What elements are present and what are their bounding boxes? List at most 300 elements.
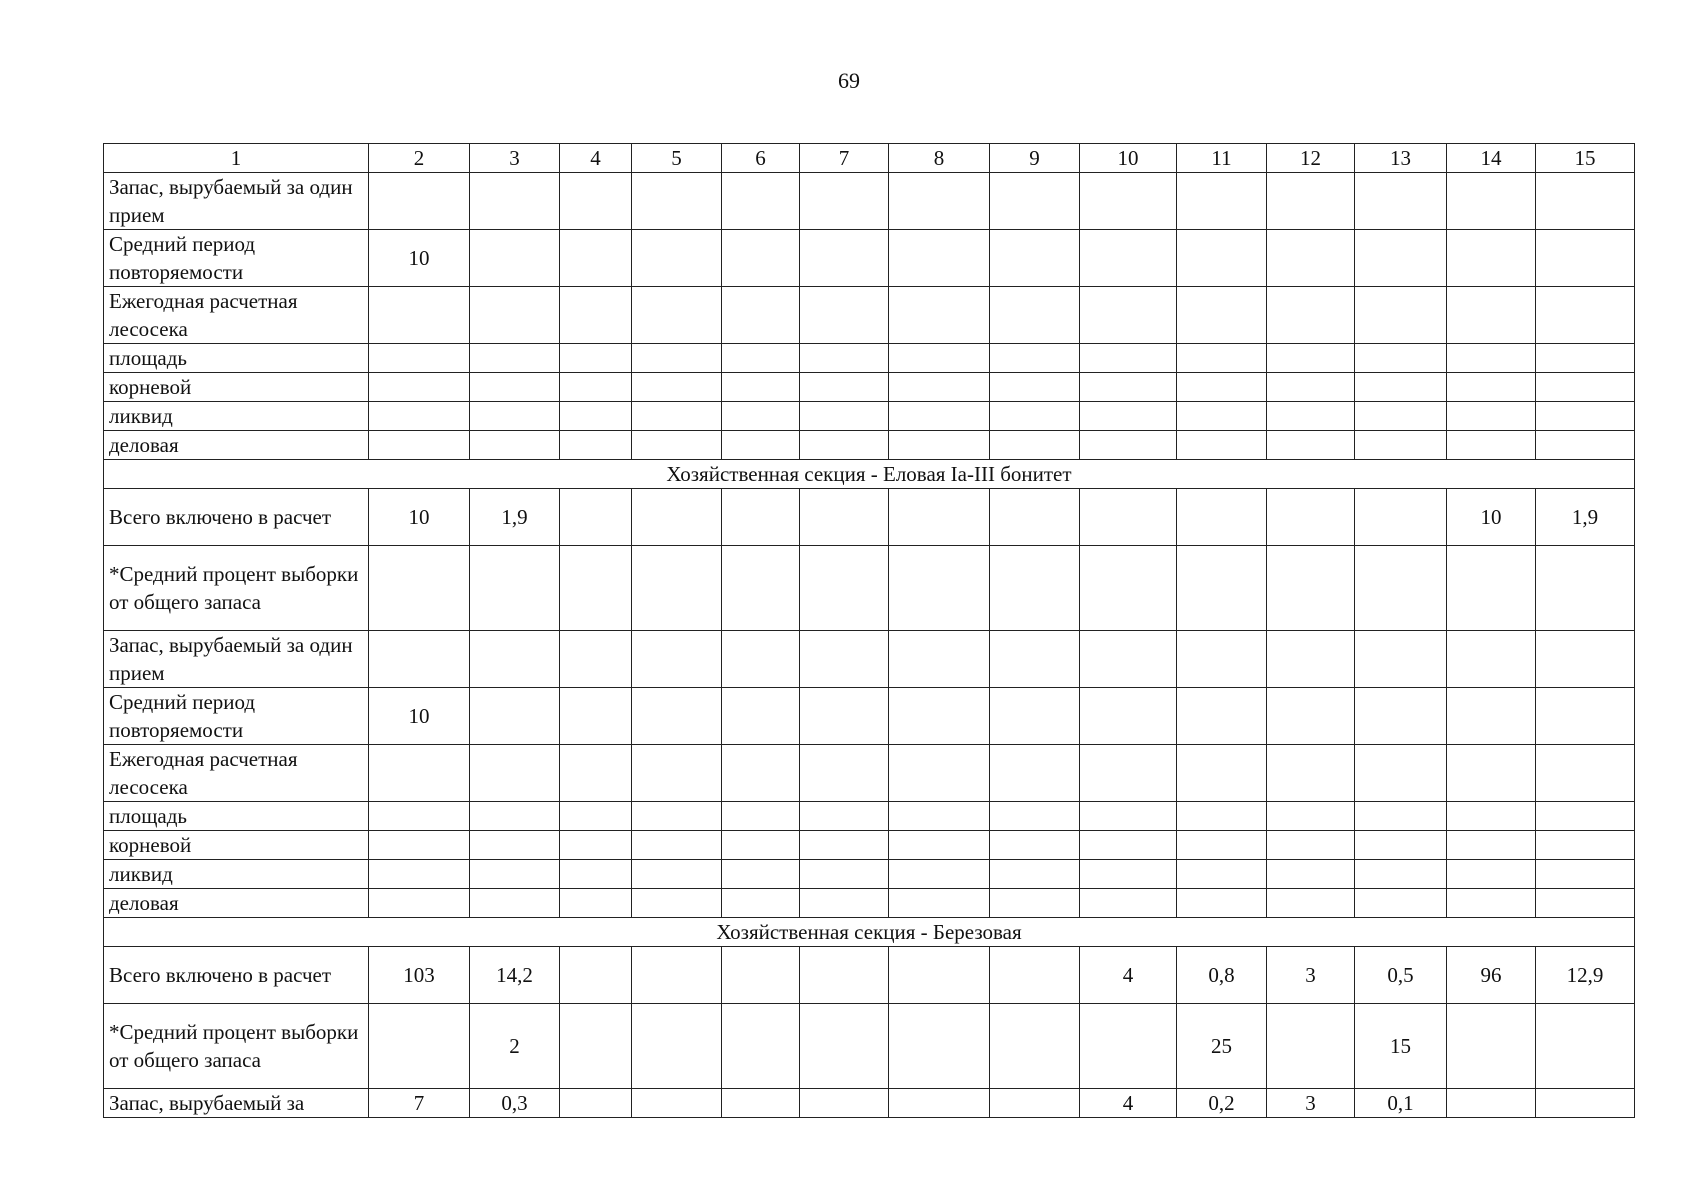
table-cell: [1447, 802, 1536, 831]
table-cell: [1267, 373, 1355, 402]
table-cell: [1536, 860, 1635, 889]
table-row: [104, 631, 1635, 688]
row-label: Средний период повторяемости: [104, 230, 369, 287]
table-cell: 4: [1080, 1089, 1177, 1118]
table-row: [104, 373, 1635, 402]
table-cell: [560, 831, 632, 860]
table-row: [104, 802, 1635, 831]
table-cell: [889, 831, 990, 860]
table-cell: [470, 745, 560, 802]
table-cell: [800, 860, 889, 889]
table-cell: 2: [470, 1004, 560, 1089]
row-label: Средний период повторяемости: [104, 688, 369, 745]
table-cell: [889, 431, 990, 460]
table-cell: [1447, 546, 1536, 631]
table-row: [104, 344, 1635, 373]
table-cell: [889, 802, 990, 831]
table-cell: [889, 489, 990, 546]
table-cell: [1355, 344, 1447, 373]
table-cell: [1355, 489, 1447, 546]
table-cell: [990, 489, 1080, 546]
table-cell: 1,9: [1536, 489, 1635, 546]
table-cell: [560, 860, 632, 889]
table-cell: [369, 344, 470, 373]
table-cell: [800, 831, 889, 860]
table-cell: [632, 402, 722, 431]
table-cell: [800, 431, 889, 460]
table-cell: [632, 688, 722, 745]
table-cell: [470, 631, 560, 688]
table-row: [104, 860, 1635, 889]
table-cell: [800, 173, 889, 230]
table-cell: [632, 889, 722, 918]
table-cell: [1267, 889, 1355, 918]
table-cell: [1267, 745, 1355, 802]
table-cell: [1536, 745, 1635, 802]
table-cell: [722, 230, 800, 287]
table-row: [104, 489, 1635, 546]
table-row: [104, 173, 1635, 230]
table-cell: [1355, 860, 1447, 889]
table-cell: [1447, 1089, 1536, 1118]
section-title: Хозяйственная секция - Березовая: [104, 918, 1635, 947]
table-row: [104, 1089, 1635, 1118]
table-cell: [632, 173, 722, 230]
table-cell: [722, 173, 800, 230]
table-cell: [1267, 230, 1355, 287]
table-cell: [800, 688, 889, 745]
column-header: 1: [104, 144, 369, 173]
row-label: *Средний процент выборки от общего запаса: [104, 546, 369, 631]
table-cell: [1080, 889, 1177, 918]
table-cell: [722, 947, 800, 1004]
table-cell: 96: [1447, 947, 1536, 1004]
table-cell: [990, 1004, 1080, 1089]
table-cell: [1177, 431, 1267, 460]
table-cell: [560, 802, 632, 831]
table-cell: [1267, 546, 1355, 631]
table-cell: [369, 431, 470, 460]
table-cell: [632, 431, 722, 460]
table-cell: [470, 230, 560, 287]
table-cell: [1536, 802, 1635, 831]
row-label: *Средний процент выборки от общего запаса: [104, 1004, 369, 1089]
table-cell: 14,2: [470, 947, 560, 1004]
table-cell: [1267, 489, 1355, 546]
table-cell: [990, 402, 1080, 431]
table-cell: [1080, 631, 1177, 688]
table-cell: [1080, 546, 1177, 631]
table-cell: [1355, 688, 1447, 745]
table-cell: [1080, 402, 1177, 431]
table-cell: [369, 546, 470, 631]
table-cell: [1267, 287, 1355, 344]
table-cell: [1447, 745, 1536, 802]
table-cell: [722, 344, 800, 373]
table-cell: [889, 860, 990, 889]
table-cell: [990, 860, 1080, 889]
table-cell: [722, 631, 800, 688]
table-cell: [1267, 344, 1355, 373]
table-cell: [1267, 1004, 1355, 1089]
column-header: 5: [632, 144, 722, 173]
table-cell: [369, 831, 470, 860]
table-cell: 25: [1177, 1004, 1267, 1089]
table-cell: [990, 373, 1080, 402]
table-cell: [1447, 688, 1536, 745]
table-cell: [1177, 688, 1267, 745]
table-cell: [1355, 373, 1447, 402]
table-cell: [1177, 373, 1267, 402]
table-cell: [1447, 230, 1536, 287]
table-cell: [470, 402, 560, 431]
table-cell: [800, 546, 889, 631]
table-cell: [470, 344, 560, 373]
table-cell: [1080, 230, 1177, 287]
table-cell: 3: [1267, 1089, 1355, 1118]
table-cell: [560, 1089, 632, 1118]
column-header: 2: [369, 144, 470, 173]
table-cell: [632, 344, 722, 373]
table-cell: [1267, 688, 1355, 745]
table-cell: [632, 631, 722, 688]
table-cell: [889, 1089, 990, 1118]
table-cell: [369, 287, 470, 344]
table-cell: [1447, 831, 1536, 860]
table-cell: 0,3: [470, 1089, 560, 1118]
table-cell: [369, 889, 470, 918]
table-cell: 10: [369, 230, 470, 287]
table-cell: [990, 230, 1080, 287]
table-cell: 3: [1267, 947, 1355, 1004]
table-cell: [470, 802, 560, 831]
table-cell: [990, 431, 1080, 460]
table-cell: [1536, 230, 1635, 287]
table-cell: [1536, 373, 1635, 402]
table-cell: [1177, 745, 1267, 802]
table-cell: [1267, 831, 1355, 860]
table-cell: [369, 402, 470, 431]
table-cell: [990, 831, 1080, 860]
table-cell: [632, 831, 722, 860]
table-cell: [722, 831, 800, 860]
table-cell: [889, 745, 990, 802]
table-cell: 4: [1080, 947, 1177, 1004]
table-cell: 103: [369, 947, 470, 1004]
table-cell: [560, 1004, 632, 1089]
table-row: [104, 688, 1635, 745]
table-cell: [1536, 402, 1635, 431]
column-header: 14: [1447, 144, 1536, 173]
table-cell: [1355, 802, 1447, 831]
table-cell: [1536, 688, 1635, 745]
table-cell: 10: [1447, 489, 1536, 546]
table-cell: [1177, 546, 1267, 631]
column-header: 9: [990, 144, 1080, 173]
row-label: ликвид: [104, 860, 369, 889]
table-cell: [722, 688, 800, 745]
forest-calculation-table: [103, 143, 1635, 1118]
table-row: [104, 831, 1635, 860]
table-cell: [800, 230, 889, 287]
table-cell: [1177, 230, 1267, 287]
row-label: Запас, вырубаемый за один прием: [104, 631, 369, 688]
table-cell: 1,9: [470, 489, 560, 546]
table-cell: 0,2: [1177, 1089, 1267, 1118]
table-cell: [800, 889, 889, 918]
table-cell: [560, 373, 632, 402]
table-cell: [722, 402, 800, 431]
table-cell: [560, 688, 632, 745]
table-cell: [1080, 344, 1177, 373]
table-cell: [1536, 287, 1635, 344]
table-cell: [889, 287, 990, 344]
table-cell: [1177, 402, 1267, 431]
table-cell: [1080, 373, 1177, 402]
table-row: [104, 546, 1635, 631]
table-cell: [1536, 1004, 1635, 1089]
table-cell: [1080, 173, 1177, 230]
row-label: Ежегодная расчетная лесосека: [104, 745, 369, 802]
column-header: 11: [1177, 144, 1267, 173]
table-cell: [889, 402, 990, 431]
table-cell: [1080, 489, 1177, 546]
table-cell: [889, 631, 990, 688]
page-number: 69: [838, 68, 860, 93]
table-cell: [990, 688, 1080, 745]
table-cell: [1447, 287, 1536, 344]
table-cell: [1536, 344, 1635, 373]
table-header-row: [104, 144, 1635, 173]
table-cell: [1267, 431, 1355, 460]
table-cell: 0,1: [1355, 1089, 1447, 1118]
table-cell: [800, 947, 889, 1004]
table-cell: [1447, 344, 1536, 373]
section-header-row: [104, 918, 1635, 947]
column-header: 13: [1355, 144, 1447, 173]
table-cell: [1267, 860, 1355, 889]
table-cell: [632, 860, 722, 889]
table-cell: [470, 431, 560, 460]
table-cell: [889, 373, 990, 402]
column-header: 3: [470, 144, 560, 173]
table-cell: [632, 546, 722, 631]
table-cell: [470, 889, 560, 918]
table-cell: [470, 860, 560, 889]
row-label: Ежегодная расчетная лесосека: [104, 287, 369, 344]
table-row: [104, 947, 1635, 1004]
row-label: деловая: [104, 889, 369, 918]
table-cell: [1080, 1004, 1177, 1089]
table-cell: [470, 287, 560, 344]
row-label: Всего включено в расчет: [104, 947, 369, 1004]
table-cell: [889, 173, 990, 230]
table-cell: [1355, 402, 1447, 431]
table-cell: [990, 631, 1080, 688]
table-cell: [560, 745, 632, 802]
table-cell: [632, 1089, 722, 1118]
table-cell: [722, 1004, 800, 1089]
table-cell: [889, 344, 990, 373]
table-cell: [722, 287, 800, 344]
column-header: 15: [1536, 144, 1635, 173]
table-cell: 10: [369, 489, 470, 546]
table-cell: [1080, 287, 1177, 344]
table-row: [104, 402, 1635, 431]
table-cell: [470, 831, 560, 860]
table-cell: [1267, 173, 1355, 230]
table-cell: [1080, 431, 1177, 460]
table-cell: [470, 688, 560, 745]
table-cell: [889, 889, 990, 918]
table-cell: [1177, 287, 1267, 344]
table-cell: [1177, 802, 1267, 831]
table-cell: [722, 745, 800, 802]
table-cell: [1536, 889, 1635, 918]
table-cell: [1267, 631, 1355, 688]
table-cell: [990, 1089, 1080, 1118]
table-cell: [369, 745, 470, 802]
table-cell: [1536, 173, 1635, 230]
table-cell: 10: [369, 688, 470, 745]
table-cell: [1447, 860, 1536, 889]
table-cell: [470, 173, 560, 230]
table-cell: [1536, 1089, 1635, 1118]
table-cell: 12,9: [1536, 947, 1635, 1004]
table-cell: [1447, 373, 1536, 402]
section-header-row: [104, 460, 1635, 489]
table-cell: [800, 344, 889, 373]
table-cell: [1447, 631, 1536, 688]
table-cell: [1080, 802, 1177, 831]
table-cell: [1355, 889, 1447, 918]
table-cell: [560, 489, 632, 546]
table-cell: [1355, 431, 1447, 460]
table-cell: [722, 802, 800, 831]
table-cell: [560, 402, 632, 431]
table-cell: [632, 802, 722, 831]
table-cell: [632, 745, 722, 802]
table-cell: [632, 287, 722, 344]
table-cell: [1355, 831, 1447, 860]
table-cell: [560, 173, 632, 230]
table-cell: [560, 230, 632, 287]
table-cell: [560, 287, 632, 344]
table-cell: [1355, 173, 1447, 230]
table-cell: [1080, 860, 1177, 889]
column-header: 12: [1267, 144, 1355, 173]
table-cell: [369, 173, 470, 230]
table-cell: [1355, 631, 1447, 688]
table-cell: [800, 489, 889, 546]
table-cell: [722, 860, 800, 889]
table-cell: [889, 688, 990, 745]
table-cell: [560, 889, 632, 918]
table-cell: [560, 344, 632, 373]
table-cell: [470, 373, 560, 402]
table-cell: [990, 344, 1080, 373]
table-cell: [889, 1004, 990, 1089]
table-cell: [369, 1004, 470, 1089]
table-cell: [1447, 889, 1536, 918]
table-cell: [1536, 631, 1635, 688]
table-cell: [1355, 546, 1447, 631]
table-cell: [470, 546, 560, 631]
table-cell: [1355, 287, 1447, 344]
table-cell: [369, 802, 470, 831]
table-cell: [1447, 431, 1536, 460]
table-cell: 0,8: [1177, 947, 1267, 1004]
table-cell: [1355, 230, 1447, 287]
row-label: корневой: [104, 831, 369, 860]
table-cell: [632, 1004, 722, 1089]
table-row: [104, 287, 1635, 344]
table-cell: [800, 802, 889, 831]
table-row: [104, 745, 1635, 802]
row-label: корневой: [104, 373, 369, 402]
row-label: ликвид: [104, 402, 369, 431]
table-cell: [369, 860, 470, 889]
column-header: 8: [889, 144, 990, 173]
table-cell: [1267, 802, 1355, 831]
table-cell: [1447, 173, 1536, 230]
table-cell: [1447, 402, 1536, 431]
table-cell: [722, 889, 800, 918]
table-body: [104, 144, 1635, 1118]
row-label: Запас, вырубаемый за: [104, 1089, 369, 1118]
column-header: 4: [560, 144, 632, 173]
table-cell: [560, 631, 632, 688]
table-cell: [722, 1089, 800, 1118]
table-row: [104, 1004, 1635, 1089]
table-cell: [800, 287, 889, 344]
table-row: [104, 431, 1635, 460]
table-cell: 15: [1355, 1004, 1447, 1089]
table-cell: [800, 745, 889, 802]
table-cell: [990, 802, 1080, 831]
table-cell: [1355, 745, 1447, 802]
table-cell: [632, 489, 722, 546]
table-cell: [560, 546, 632, 631]
table-cell: [1080, 831, 1177, 860]
table-cell: [1177, 489, 1267, 546]
table-cell: [369, 373, 470, 402]
table-cell: [632, 373, 722, 402]
table-cell: [990, 947, 1080, 1004]
table-cell: [800, 373, 889, 402]
table-cell: [632, 230, 722, 287]
row-label: площадь: [104, 802, 369, 831]
column-header: 10: [1080, 144, 1177, 173]
table-cell: [1536, 546, 1635, 631]
row-label: деловая: [104, 431, 369, 460]
table-cell: [560, 947, 632, 1004]
table-cell: [722, 373, 800, 402]
table-cell: [800, 402, 889, 431]
table-cell: [560, 431, 632, 460]
table-cell: [1177, 860, 1267, 889]
column-header: 6: [722, 144, 800, 173]
table-cell: [1177, 831, 1267, 860]
table-cell: [990, 745, 1080, 802]
table-row: [104, 230, 1635, 287]
row-label: Всего включено в расчет: [104, 489, 369, 546]
table-cell: 7: [369, 1089, 470, 1118]
table-cell: [1447, 1004, 1536, 1089]
table-cell: [369, 631, 470, 688]
table-cell: [990, 287, 1080, 344]
table-cell: [800, 1004, 889, 1089]
